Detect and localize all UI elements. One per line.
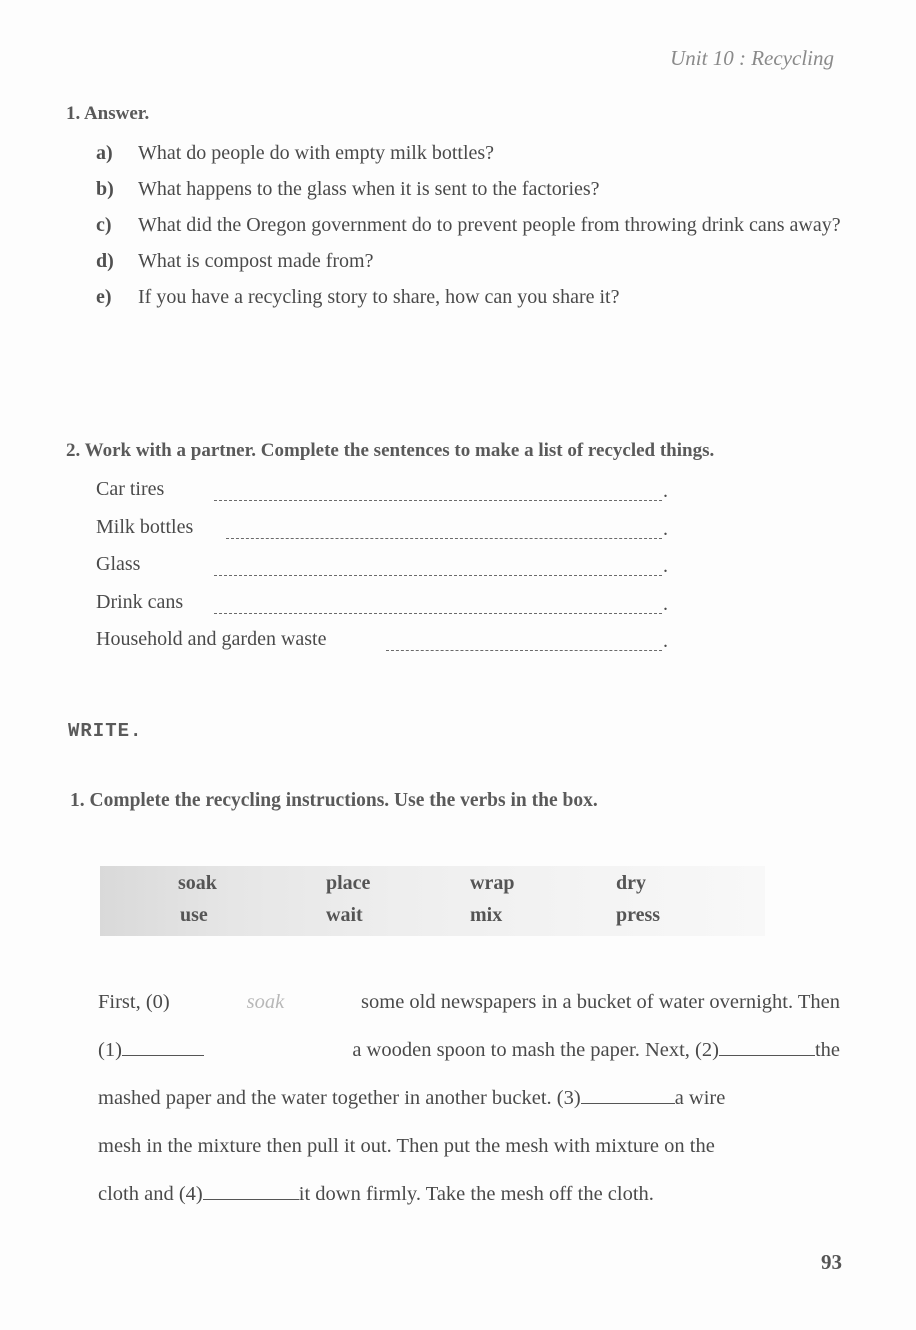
- question-d: [96, 248, 841, 274]
- page-number: 93: [821, 1250, 842, 1274]
- question-text: What did the Oregon government do to prevent people from throwing drink cans away?: [138, 214, 841, 236]
- fill-label: Glass: [96, 553, 141, 575]
- fill-row-household-waste: [96, 626, 676, 664]
- answer-line[interactable]: [386, 650, 662, 651]
- verb-box: [100, 866, 765, 936]
- partner-heading: 2. Work with a partner. Complete the sentences to make a list of recycled things.: [66, 440, 715, 461]
- line-end: .: [663, 630, 668, 652]
- text-run: [98, 1074, 725, 1122]
- fill-label: Car tires: [96, 478, 165, 500]
- fill-row-car-tires: [96, 476, 676, 514]
- text-run: First, (0): [98, 991, 170, 1013]
- fill-label: Milk bottles: [96, 515, 194, 538]
- fill-label: Drink cans: [96, 590, 184, 613]
- paragraph-line: [98, 1170, 840, 1218]
- text-run: [98, 1170, 654, 1218]
- blank-4[interactable]: [203, 1179, 299, 1200]
- fill-row-drink-cans: [96, 589, 676, 627]
- blank-3[interactable]: [581, 1083, 675, 1104]
- verb: wrap: [470, 872, 515, 894]
- instructions-heading: 1. Complete the recycling instructions. Use the verbs in the box.: [70, 790, 598, 811]
- answer-line[interactable]: [214, 613, 662, 614]
- text-run: cloth and (4): [98, 1183, 203, 1205]
- blank-1[interactable]: [122, 1035, 204, 1056]
- question-c: [96, 212, 841, 238]
- paragraph-line: [98, 1026, 840, 1074]
- recycled-things-list: [96, 476, 676, 664]
- text-run: a wire: [674, 1087, 726, 1109]
- verb: mix: [470, 904, 503, 926]
- question-letter: b): [96, 178, 114, 200]
- line-end: .: [663, 480, 668, 502]
- answer-heading: 1. Answer.: [66, 103, 150, 124]
- question-letter: c): [96, 214, 112, 236]
- question-list: [96, 140, 841, 320]
- verb: place: [326, 872, 371, 894]
- text-run: a wooden spoon to mash the paper. Next, (2): [352, 1039, 719, 1061]
- fill-row-glass: [96, 551, 676, 589]
- text-run: mashed paper and the water together in another bucket. (3): [98, 1087, 581, 1109]
- answer-line[interactable]: [226, 538, 662, 539]
- verb: use: [180, 904, 208, 926]
- text-run: [98, 1026, 204, 1074]
- paragraph-line: [98, 978, 840, 1026]
- answer-line[interactable]: [214, 500, 662, 501]
- question-text: What happens to the glass when it is sent to the factories?: [138, 178, 600, 200]
- text-run: [352, 1026, 840, 1074]
- paragraph-line: [98, 1074, 840, 1122]
- fill-row-milk-bottles: [96, 514, 676, 552]
- text-run: the: [814, 1039, 840, 1061]
- paragraph-line: [98, 1122, 840, 1170]
- question-letter: a): [96, 142, 113, 164]
- text-run: some old newspapers in a bucket of water overnight. Then: [361, 991, 840, 1013]
- question-text: What is compost made from?: [138, 250, 374, 272]
- question-letter: e): [96, 286, 112, 308]
- write-heading: WRITE.: [68, 720, 143, 742]
- fill-label: Household and garden waste: [96, 628, 327, 650]
- line-end: .: [663, 592, 668, 615]
- answer-line[interactable]: [214, 575, 662, 576]
- example-answer: soak: [246, 991, 285, 1013]
- question-a: [96, 140, 841, 166]
- blank-2[interactable]: [719, 1035, 815, 1056]
- verb: soak: [178, 872, 217, 894]
- question-letter: d): [96, 250, 114, 272]
- question-e: [96, 284, 841, 310]
- line-end: .: [663, 555, 668, 577]
- verb: press: [616, 904, 661, 926]
- blank-number: (1): [98, 1039, 122, 1061]
- instructions-paragraph: [98, 978, 840, 1218]
- running-head: Unit 10 : Recycling: [670, 46, 834, 70]
- question-b: [96, 176, 841, 202]
- text-run: mesh in the mixture then pull it out. Then put the mesh with mixture on the: [98, 1135, 715, 1157]
- text-run: it down firmly. Take the mesh off the cloth.: [298, 1183, 654, 1205]
- verb: dry: [616, 872, 646, 894]
- question-text: If you have a recycling story to share, how can you share it?: [138, 286, 620, 308]
- verb: wait: [326, 904, 363, 926]
- line-end: .: [663, 517, 668, 540]
- question-text: What do people do with empty milk bottles?: [138, 142, 495, 164]
